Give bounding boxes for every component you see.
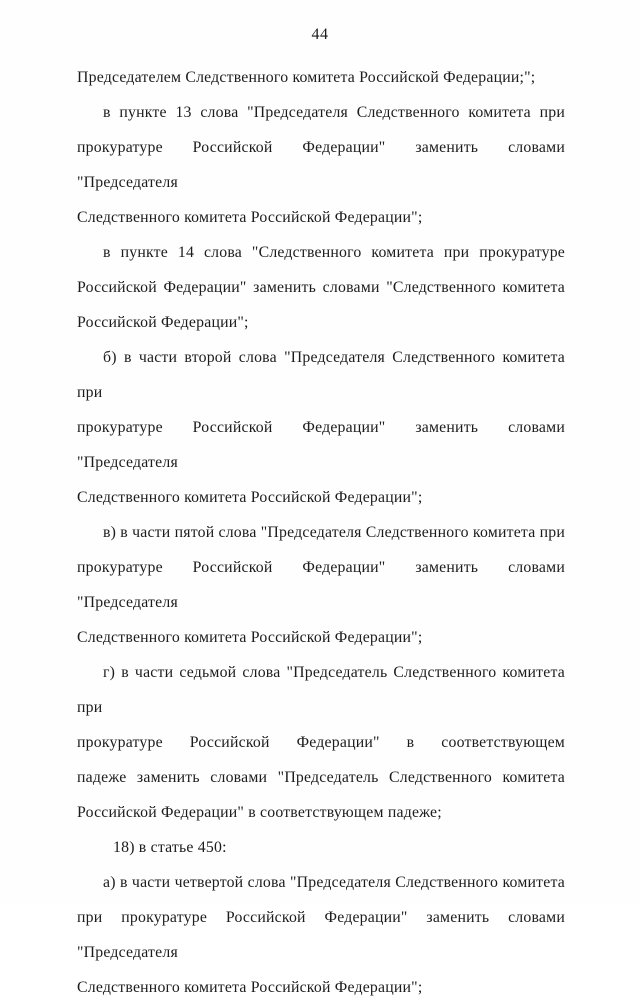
paragraph	[77, 340, 565, 515]
text-line: в пункте 14 слова "Следственного комитета при прокуратуре	[103, 244, 565, 261]
text-line: прокуратуре Российской Федерации" заменить словами "Председателя	[77, 559, 565, 611]
text-line: при прокуратуре Российской Федерации" заменить словами "Председателя	[77, 909, 565, 961]
text-line: 18) в статье 450:	[113, 839, 227, 856]
paragraph	[77, 865, 565, 1005]
text-line: в) в части пятой слова "Председателя Следственного комитета при	[103, 524, 565, 541]
text-line: падеже заменить словами "Председатель Следственного комитета	[77, 769, 565, 786]
text-line: прокуратуре Российской Федерации" заменить словами "Председателя	[77, 139, 565, 191]
text-line: Следственного комитета Российской Федерации";	[77, 489, 423, 506]
text-line: Российской Федерации";	[77, 314, 249, 331]
text-line: Следственного комитета Российской Федерации";	[77, 979, 423, 996]
text-line: г) в части седьмой слова "Председатель Следственного комитета при	[77, 664, 565, 716]
text-line: а) в части четвертой слова "Председателя Следственного комитета	[103, 874, 565, 891]
text-line: б) в части второй слова "Председателя Следственного комитета при	[77, 349, 565, 401]
paragraph	[77, 515, 565, 655]
text-line: Российской Федерации" заменить словами "Следственного комитета	[77, 279, 565, 296]
text-line: Председателем Следственного комитета Российской Федерации;";	[77, 69, 536, 86]
document-body	[77, 60, 565, 1005]
page-number: 44	[311, 26, 329, 43]
paragraph	[77, 60, 565, 95]
text-line: прокуратуре Российской Федерации" в соответствующем	[77, 734, 565, 751]
paragraph	[77, 95, 565, 235]
text-line: Следственного комитета Российской Федерации";	[77, 629, 423, 646]
paragraph	[77, 235, 565, 340]
paragraph	[77, 655, 565, 830]
text-line: Следственного комитета Российской Федерации";	[77, 209, 423, 226]
paragraph	[77, 830, 565, 865]
text-line: прокуратуре Российской Федерации" заменить словами "Председателя	[77, 419, 565, 471]
text-line: в пункте 13 слова "Председателя Следственного комитета при	[103, 104, 565, 121]
text-line: Российской Федерации" в соответствующем падеже;	[77, 804, 442, 821]
